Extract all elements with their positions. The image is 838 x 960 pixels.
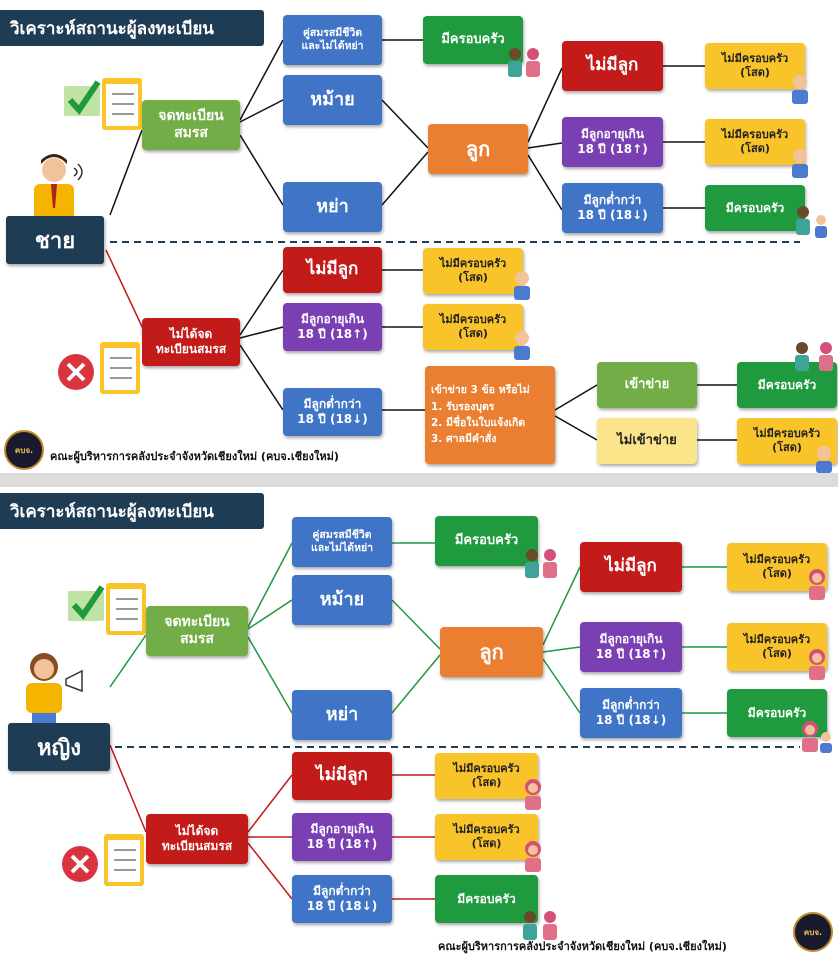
couple-icon: [520, 545, 564, 579]
child-box: ลูก: [428, 124, 528, 174]
child-over-18-box: มีลูกอายุเกิน 18 ปี (18↑): [580, 622, 682, 672]
check-clipboard-icon: [64, 74, 148, 132]
spouse-alive-box: คู่สมรสมีชีวิต และไม่ได้หย่า: [292, 517, 392, 567]
woman-icon: [804, 647, 830, 681]
registered-box: จดทะเบียน สมรส: [146, 606, 248, 656]
single-box: ไม่มีครอบครัว (โสด): [705, 119, 805, 165]
org-logo: คบจ.: [4, 430, 44, 470]
org-logo: คบจ.: [793, 912, 833, 952]
woman-icon: [520, 777, 546, 811]
no-child-box: ไม่มีลูก: [580, 542, 682, 592]
footer-text: คณะผู้บริหารการคลังประจำจังหวัดเชียงใหม่ (คบจ.เชียงใหม่): [438, 940, 727, 953]
child-over-18-box: มีลูกอายุเกิน 18 ปี (18↑): [292, 813, 392, 861]
single-box: ไม่มีครอบครัว (โสด): [435, 814, 538, 860]
has-family-box: มีครอบครัว: [435, 875, 538, 923]
check-clipboard-icon: [68, 579, 152, 637]
has-family-box: มีครอบครัว: [737, 362, 837, 408]
single-box: ไม่มีครอบครัว (โสด): [423, 248, 523, 294]
cross-clipboard-icon: [60, 832, 150, 890]
couple-icon: [518, 907, 564, 941]
man-icon: [14, 150, 94, 220]
gender-female-label: หญิง: [8, 723, 110, 771]
man-icon: [510, 328, 534, 360]
woman-icon: [520, 839, 546, 873]
spouse-alive-box: คู่สมรสมีชีวิต และไม่ได้หย่า: [283, 15, 382, 65]
no-child-box: ไม่มีลูก: [562, 41, 663, 91]
man-icon: [812, 444, 836, 474]
child-over-18-box: มีลูกอายุเกิน 18 ปี (18↑): [283, 303, 382, 351]
male-panel: [0, 0, 838, 473]
no-child-box: ไม่มีลูก: [283, 247, 382, 293]
female-panel: [0, 487, 838, 960]
mother-child-icon: [798, 719, 836, 753]
registered-box: จดทะเบียน สมรส: [142, 100, 240, 150]
woman-icon: [8, 645, 88, 729]
has-family-box: มีครอบครัว: [705, 185, 805, 231]
has-family-box: มีครอบครัว: [423, 16, 523, 64]
qualify-box: เข้าข่าย: [597, 362, 697, 408]
couple-icon: [503, 44, 547, 78]
man-icon: [788, 146, 812, 178]
child-box: ลูก: [440, 627, 543, 677]
man-icon: [510, 268, 534, 300]
has-family-box: มีครอบครัว: [435, 516, 538, 566]
single-box: ไม่มีครอบครัว (โสด): [705, 43, 805, 89]
divorced-box: หย่า: [292, 690, 392, 740]
family-icon: [793, 204, 837, 238]
single-box: ไม่มีครอบครัว (โสด): [727, 543, 827, 591]
child-under-18-box: มีลูกต่ำกว่า 18 ปี (18↓): [283, 388, 382, 436]
widowed-box: หม้าย: [283, 75, 382, 125]
single-box: ไม่มีครอบครัว (โสด): [737, 418, 837, 464]
single-box: ไม่มีครอบครัว (โสด): [423, 304, 523, 350]
not-registered-box: ไม่ได้จด ทะเบียนสมรส: [142, 318, 240, 366]
no-child-box: ไม่มีลูก: [292, 752, 392, 800]
family-icon: [792, 340, 838, 374]
gender-male-label: ชาย: [6, 216, 104, 264]
footer-text: คณะผู้บริหารการคลังประจำจังหวัดเชียงใหม่ (คบจ.เชียงใหม่): [50, 450, 339, 463]
single-box: ไม่มีครอบครัว (โสด): [727, 623, 827, 671]
not-qualify-box: ไม่เข้าข่าย: [597, 418, 697, 464]
page-title: วิเคราะห์สถานะผู้ลงทะเบียน: [0, 10, 264, 46]
cross-clipboard-icon: [56, 340, 146, 398]
widowed-box: หม้าย: [292, 575, 392, 625]
man-icon: [788, 72, 812, 104]
child-over-18-box: มีลูกอายุเกิน 18 ปี (18↑): [562, 117, 663, 167]
criteria-box: เข้าข่าย 3 ข้อ หรือไม่ 1. รับรองบุตร 2. มีชื่อในใบแจ้งเกิด 3. ศาลมีคำสั่ง: [425, 366, 555, 464]
divorced-box: หย่า: [283, 182, 382, 232]
single-box: ไม่มีครอบครัว (โสด): [435, 753, 538, 799]
has-family-box: มีครอบครัว: [727, 689, 827, 737]
child-under-18-box: มีลูกต่ำกว่า 18 ปี (18↓): [580, 688, 682, 738]
woman-icon: [804, 567, 830, 601]
child-under-18-box: มีลูกต่ำกว่า 18 ปี (18↓): [562, 183, 663, 233]
page-title: วิเคราะห์สถานะผู้ลงทะเบียน: [0, 493, 264, 529]
child-under-18-box: มีลูกต่ำกว่า 18 ปี (18↓): [292, 875, 392, 923]
not-registered-box: ไม่ได้จด ทะเบียนสมรส: [146, 814, 248, 864]
